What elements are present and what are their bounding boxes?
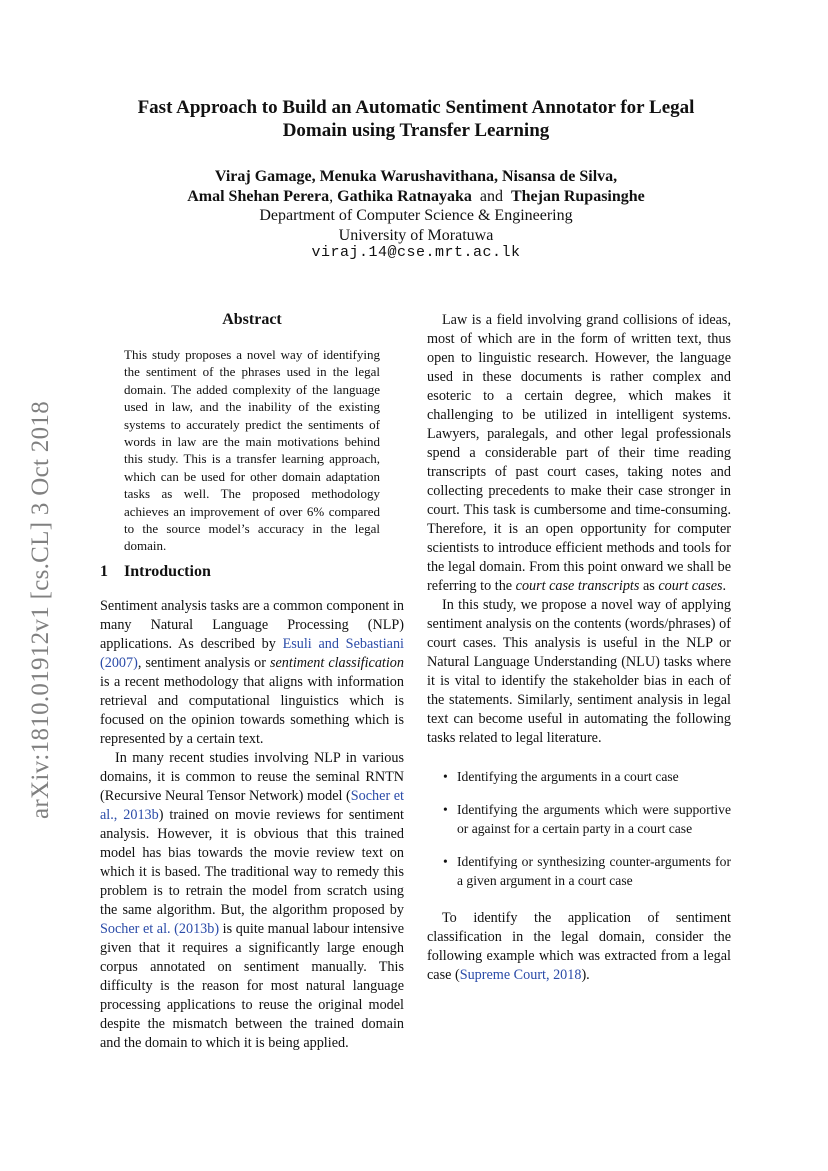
author-name: Viraj Gamage [214,168,312,185]
arxiv-identifier[interactable]: arXiv:1810.01912v1 [cs.CL] 3 Oct 2018 [27,401,54,819]
citation-year-link[interactable]: (2013b) [174,921,220,937]
bullet-icon: • [443,854,448,869]
author-email[interactable]: viraj.14@cse.mrt.ac.lk [311,244,521,261]
paragraph: To identify the application of sentiment classification in the legal domain, consider the following example which was extracted from a legal case (Supreme Court, 2018). [427,910,731,983]
citation-year-link[interactable]: (2007) [100,655,138,671]
bullet-list [427,767,731,890]
author-list: Viraj Gamage, Menuka Warushavithana, Nisansa de Silva, Amal Shehan Perera, Gathika Ratnayaka and Thejan Rupasinghe [187,168,645,205]
paragraph: In this study, we propose a novel way of applying sentiment analysis on the contents (words/phrases) of court cases. This analysis is useful in the NLP or Natural Language Understanding (NLU) tasks where it is vital to identify the stakeholder bias in each of the statements. Similarly, sentiment analysis in legal text can become useful in automating the following tasks related to legal literature. [427,597,731,746]
author-name: Nisansa de Silva [502,168,614,185]
title-line-2: Domain using Transfer Learning [282,120,550,141]
citation-link[interactable]: Socher et al., 2013b [100,788,405,823]
bullet-icon: • [443,769,448,784]
bullet-icon: • [443,802,448,817]
arxiv-stamp [20,375,62,845]
section-heading [100,563,404,581]
list-item: • Identifying or synthesizing counter-arguments for a given argument in a court case [443,854,731,888]
abstract-text: This study proposes a novel way of identifying the sentiment of the phrases used in the legal domain. The added complexity of the language used in law, and the inability of the existing systems to accurately predict the sentiments of words in law are the main motivations behind this study. This is a transfer learning approach, which can be used for other domain adaptation tasks as well. The proposed methodology achieves an improvement of over 6% compared to the source model’s accuracy in the legal domain. [124,347,380,554]
section-title: Introduction [124,563,211,580]
paragraph: Law is a field involving grand collisions of ideas, most of which are in the form of written text, thus open to linguistic research. However, the language used in these documents is rather complex and esoteric to a certain degree, which makes it challenging to be utilized in intelligent systems. Lawyers, paralegals, and other legal professionals spend a considerable part of their time reading transcripts of past court cases, taking notes and collecting precedents to make their case stronger in court. This task is cumbersome and time-consuming. Therefore, it is an open opportunity for computer scientists to introduce efficient methods and tools for the legal domain. From this point onward we shall be referring to the court case transcripts as court cases. [427,312,731,594]
author-name: Gathika Ratnayaka [337,188,472,205]
title-line-1: Fast Approach to Build an Automatic Sentiment Annotator for Legal [137,97,695,118]
abstract-heading: Abstract [222,311,282,328]
citation-link[interactable]: Socher et al. [100,921,171,937]
author-name: Amal Shehan Perera [187,188,330,205]
list-item: • Identifying the arguments which were supportive or against for a certain party in a court case [443,802,731,836]
author-name: Menuka Warushavithana [319,168,494,185]
author-conjunction: and [479,188,503,205]
section-number: 1 [100,563,108,580]
list-item: • Identifying the arguments in a court case [443,769,679,784]
left-column [100,597,404,1053]
citation-link[interactable]: Esuli and Sebastiani [282,636,404,652]
right-column [427,311,731,985]
paragraph: Sentiment analysis tasks are a common component in many Natural Language Processing (NLP) applications. As described by Esuli and Sebastiani (2007), sentiment analysis or sentiment classification is a recent methodology that aligns with information retrieval and computational linguistics which is focused on the opinion towards something which is represented by a certain text. [100,598,404,747]
citation-link[interactable]: Supreme Court, 2018 [459,967,582,983]
department: Department of Computer Science & Engineering [259,207,573,224]
paper-title [100,96,732,142]
paragraph: In many recent studies involving NLP in various domains, it is common to reuse the seminal RNTN (Recursive Neural Tensor Network) model (Socher et al., 2013b) trained on movie reviews for sentiment analysis. However, it is obvious that this trained model has bias towards the movie review text on which it is based. The traditional way to remedy this problem is to retrain the model from scratch using the same algorithm. But, the algorithm proposed by Socher et al. (2013b) is quite manual labour intensive given that it requires a significantly large enough corpus annotated on sentiment manually. This difficulty is the reason for most natural language processing applications to reuse the original model despite the mismatch between the trained domain and the domain to which it is being applied. [100,750,405,1051]
university: University of Moratuwa [338,227,494,244]
author-name: Thejan Rupasinghe [510,188,645,205]
